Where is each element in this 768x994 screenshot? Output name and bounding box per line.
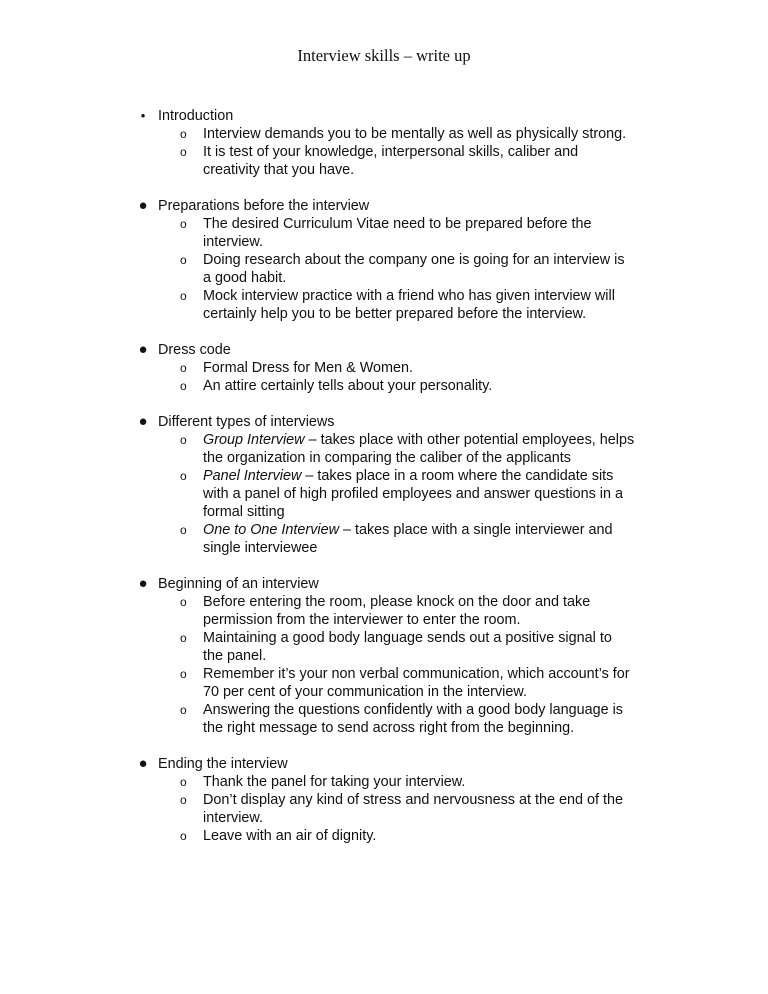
item-text: Answering the questions confidently with a good body language is [203,702,624,718]
item-term: Group Interview [203,432,305,448]
list-item-line [203,539,768,557]
list-item-line [203,611,768,629]
bullet-icon: ● [138,413,148,430]
item-text: Don’t display any kind of stress and nervousness at the end of the [203,792,623,808]
list-item-line [203,647,768,665]
item-text: formal sitting [203,504,285,520]
section-heading-text: Preparations before the interview [158,198,370,214]
circle-bullet-icon: o [180,775,187,789]
item-text: Thank the panel for taking your interview. [203,774,466,790]
bullet-icon: ● [138,575,148,592]
item-text: single interviewee [203,540,318,556]
circle-bullet-icon: o [180,289,187,303]
item-text: 70 per cent of your communication in the interview. [203,684,527,700]
section [0,755,768,845]
list-item-line [203,251,768,269]
circle-bullet-icon: o [180,361,187,375]
section [0,341,768,395]
list-item-line [203,269,768,287]
item-text: The desired Curriculum Vitae need to be prepared before the [203,216,592,232]
bullet-icon: ● [138,341,148,358]
item-text: Mock interview practice with a friend who has given interview will [203,288,615,304]
item-text: Doing research about the company one is going for an interview is [203,252,625,268]
bullet-icon: ● [138,755,148,772]
list-item-line [203,773,768,791]
circle-bullet-icon: o [180,793,187,807]
item-term: Panel Interview [203,468,302,484]
section-heading [0,341,768,359]
item-text: with a panel of high profiled employees and answer questions in a [203,486,623,502]
list-item [0,215,768,251]
item-text: interview. [203,234,263,250]
section-heading [0,575,768,593]
section-heading [0,413,768,431]
list-item-line [203,305,768,323]
circle-bullet-icon: o [180,469,187,483]
list-item [0,773,768,791]
list-item [0,431,768,467]
list-item-line [203,665,768,683]
item-text: Formal Dress for Men & Women. [203,360,414,376]
list-item [0,251,768,287]
section-heading-text: Ending the interview [158,756,288,772]
item-term: One to One Interview [203,522,339,538]
circle-bullet-icon: o [180,631,187,645]
item-text: – takes place in a room where the candidate sits [301,468,614,484]
circle-bullet-icon: o [180,703,187,717]
list-item-line [203,503,768,521]
document-body [0,107,768,863]
item-text: Remember it’s your non verbal communication, which account’s for [203,666,630,682]
item-text: – takes place with other potential employees, helps [304,432,635,448]
list-item [0,467,768,521]
item-text: It is test of your knowledge, interpersonal skills, caliber and [203,144,579,160]
section-heading [0,197,768,215]
section [0,197,768,323]
list-item-line [203,431,768,449]
circle-bullet-icon: o [180,667,187,681]
list-item-line [203,809,768,827]
list-item [0,827,768,845]
list-item [0,377,768,395]
list-item-line [203,377,768,395]
item-text: a good habit. [203,270,287,286]
section-heading-text: Dress code [158,342,231,358]
list-item-line [203,143,768,161]
list-item [0,701,768,737]
circle-bullet-icon: o [180,217,187,231]
list-item [0,665,768,701]
item-text: An attire certainly tells about your personality. [203,378,493,394]
bullet-icon: • [140,108,146,123]
list-item [0,125,768,143]
list-item [0,287,768,323]
section [0,107,768,179]
list-item-line [203,719,768,737]
circle-bullet-icon: o [180,829,187,843]
list-item-line [203,521,768,539]
item-text: Leave with an air of dignity. [203,828,377,844]
document-title: Interview skills – write up [297,46,471,65]
circle-bullet-icon: o [180,523,187,537]
list-item [0,359,768,377]
item-text: certainly help you to be better prepared before the interview. [203,306,587,322]
item-text: the organization in comparing the caliber of the applicants [203,450,571,466]
circle-bullet-icon: o [180,433,187,447]
list-item-line [203,701,768,719]
list-item [0,791,768,827]
circle-bullet-icon: o [180,253,187,267]
section-heading [0,755,768,773]
list-item-line [203,683,768,701]
item-text: – takes place with a single interviewer and [338,522,613,538]
section [0,413,768,557]
item-text: Maintaining a good body language sends out a positive signal to [203,630,612,646]
list-item-line [203,485,768,503]
list-item [0,521,768,557]
section-heading [0,107,768,125]
item-text: Before entering the room, please knock on the door and take [203,594,591,610]
list-item [0,143,768,179]
section-heading-text: Introduction [158,108,234,124]
item-text: the panel. [203,648,267,664]
item-text: Interview demands you to be mentally as well as physically strong. [203,126,627,142]
item-text: creativity that you have. [203,162,355,178]
list-item-line [203,449,768,467]
section-heading-text: Different types of interviews [158,414,335,430]
item-text: the right message to send across right from the beginning. [203,720,575,736]
list-item-line [203,125,768,143]
list-item-line [203,161,768,179]
list-item-line [203,791,768,809]
circle-bullet-icon: o [180,145,187,159]
circle-bullet-icon: o [180,127,187,141]
list-item-line [203,827,768,845]
list-item-line [203,629,768,647]
list-item-line [203,287,768,305]
list-item-line [203,233,768,251]
list-item-line [203,359,768,377]
circle-bullet-icon: o [180,595,187,609]
item-text: permission from the interviewer to enter the room. [203,612,521,628]
section-heading-text: Beginning of an interview [158,576,319,592]
circle-bullet-icon: o [180,379,187,393]
list-item-line [203,593,768,611]
bullet-icon: ● [138,197,148,214]
list-item [0,629,768,665]
list-item-line [203,467,768,485]
list-item [0,593,768,629]
item-text: interview. [203,810,263,826]
section [0,575,768,737]
list-item-line [203,215,768,233]
